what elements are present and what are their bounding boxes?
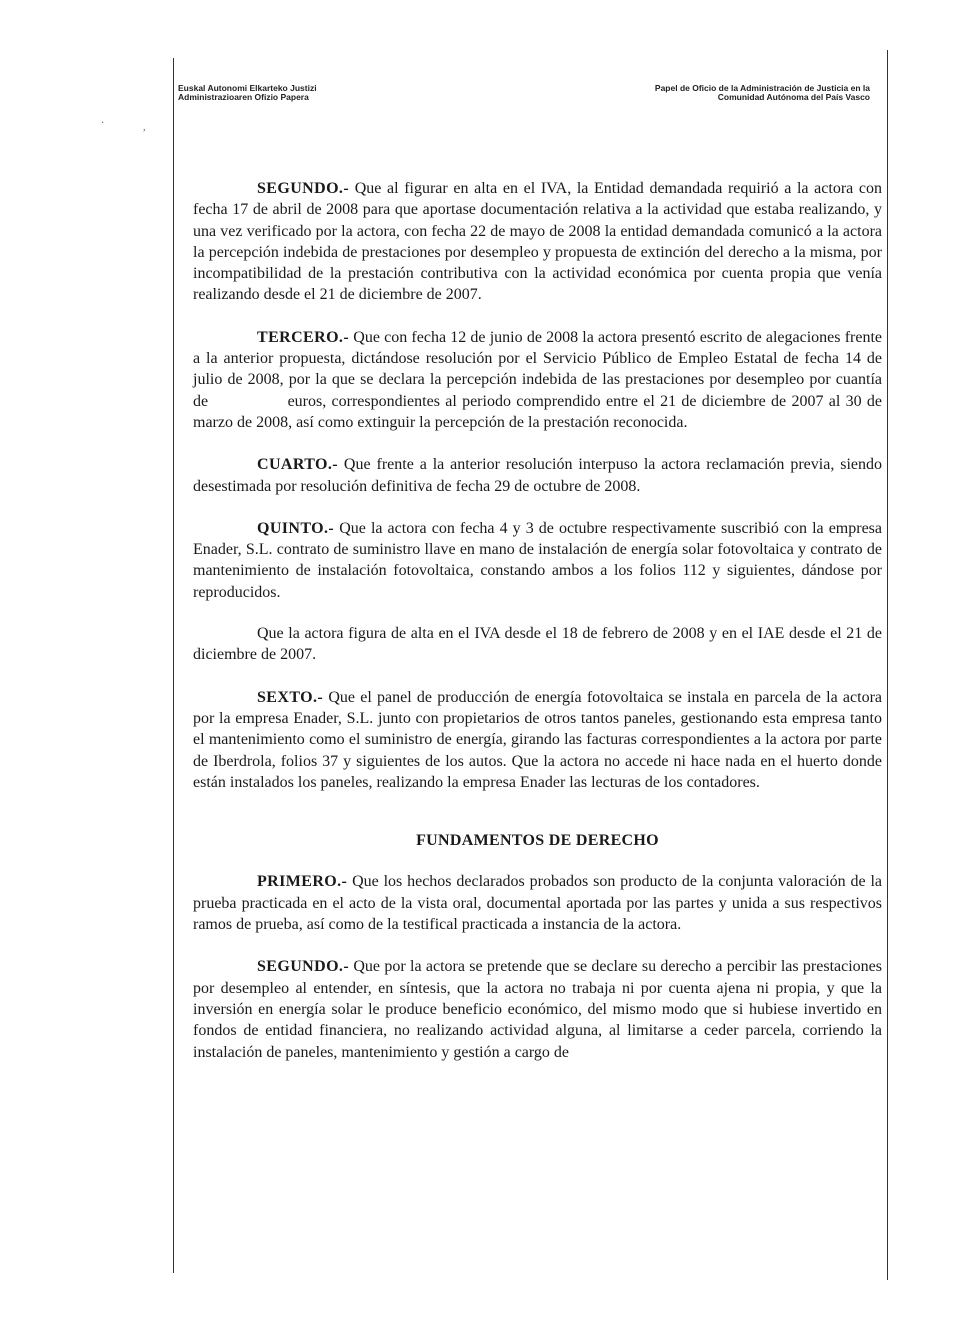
hecho-cuarto (193, 454, 882, 497)
fundamento-segundo (193, 956, 882, 1062)
paragraph-text: Que la actora con fecha 4 y 3 de octubre respectivamente suscribió con la empresa Enader, S.L. contrato de suministro llave en mano de instalación de energía solar fotovoltaica y contrato de mantenimiento de instalación fotovoltaica, constando ambos a los folios 112 y siguientes, dándose por reproducidos. (193, 519, 882, 601)
paragraph-text: Que frente a la anterior resolución interpuso la actora reclamación previa, siendo desestimada por resolución definitiva de fecha 29 de octubre de 2008. (193, 456, 882, 495)
header-left (178, 84, 317, 102)
header-right-line2: Comunidad Autónoma del País Vasco (717, 92, 870, 102)
section-title: FUNDAMENTOS DE DERECHO (416, 832, 659, 850)
fundamento-primero (193, 871, 882, 935)
paragraph-heading: QUINTO.- (257, 519, 335, 537)
hecho-quinto (193, 518, 882, 603)
paragraph-heading: SEXTO.- (257, 688, 324, 706)
hecho-segundo (193, 178, 882, 306)
header-left-line1: Euskal Autonomi Elkarteko Justizi (178, 83, 317, 93)
scan-mark-comma: , (143, 122, 146, 133)
document-body (193, 178, 886, 1063)
hecho-quinto-continuation (193, 623, 882, 666)
header-right-line1: Papel de Oficio de la Administración de Justicia en la (654, 83, 870, 93)
paragraph-text: Que la actora figura de alta en el IVA desde el 18 de febrero de 2008 y en el IAE desde el 21 de diciembre de 2007. (193, 625, 882, 664)
hecho-tercero (193, 327, 886, 433)
paragraph-text: Que con fecha 12 de junio de 2008 la actora presentó escrito de alegaciones frente a la anterior propuesta, dictándose resolución por el Servicio Público de Empleo Estatal de fecha 14 de julio de 2008, por la que se declara la percepción indebida de las prestaciones por desempleo por cuantía de euros, correspondientes al periodo comprendido entre el 21 de diciembre de 2007 al 30 de marzo de 2008, así como extinguir la percepción de la prestación reconocida. (193, 328, 886, 431)
scan-mark-dot: · (101, 118, 105, 129)
paragraph-heading: SEGUNDO.- (257, 180, 350, 197)
right-margin-line (887, 50, 888, 1280)
paragraph-text: Que los hechos declarados probados son producto de la conjunta valoración de la prueba practicada en el acto de la vista oral, documental aportada por las partes y unida a sus respectivos ramos de prueba, así como de la testifical practicada a instancia de la actora. (193, 873, 882, 934)
left-margin-line (173, 58, 174, 1273)
hecho-sexto (193, 687, 882, 793)
paragraph-heading: CUARTO.- (257, 456, 339, 474)
paragraph-heading: PRIMERO.- (257, 873, 348, 891)
paragraph-text: Que por la actora se pretende que se declare su derecho a percibir las prestaciones por desempleo al entender, en síntesis, que la actora no trabaja ni por cuenta ajena ni propia, y que la inversión en energía solar le produce beneficio económico, del mismo modo que si hubiese invertido en fondos de entidad financiera, no realizando actividad alguna, al limitarse a ceder parcela, corriendo la instalación de paneles, mantenimiento y gestión a cargo de (193, 958, 882, 1061)
paragraph-text: Que al figurar en alta en el IVA, la Entidad demandada requirió a la actora con fecha 17 de abril de 2008 para que aportase documentación relativa a la actividad que estaba realizando, y una vez verificado por la actora, con fecha 22 de mayo de 2008 la entidad demandada comunicó a la actora la percepción indebida de prestaciones por desempleo y propuesta de extinción del derecho a la misma, por incompatibilidad de la prestación contributiva con la actividad económica por cuenta propia que venía realizando desde el 21 de diciembre de 2007. (193, 180, 882, 304)
header-right (655, 84, 870, 102)
paragraph-heading: SEGUNDO.- (257, 958, 350, 976)
paragraph-heading: TERCERO.- (257, 328, 350, 346)
header-left-line2: Administrazioaren Ofizio Papera (178, 92, 309, 102)
paragraph-text: Que el panel de producción de energía fotovoltaica se instala en parcela de la actora por la empresa Enader, S.L. junto con propietarios de otros tantos paneles, gestionando esta empresa tanto el mantenimiento como el suministro de energía, girando las facturas correspondientes a la actora por parte de Iberdrola, folios 37 y siguientes de los autos. Que la actora no accede ni hace nada en el huerto donde están instalados los paneles, realizando la empresa Enader las lecturas de los contadores. (193, 688, 882, 791)
